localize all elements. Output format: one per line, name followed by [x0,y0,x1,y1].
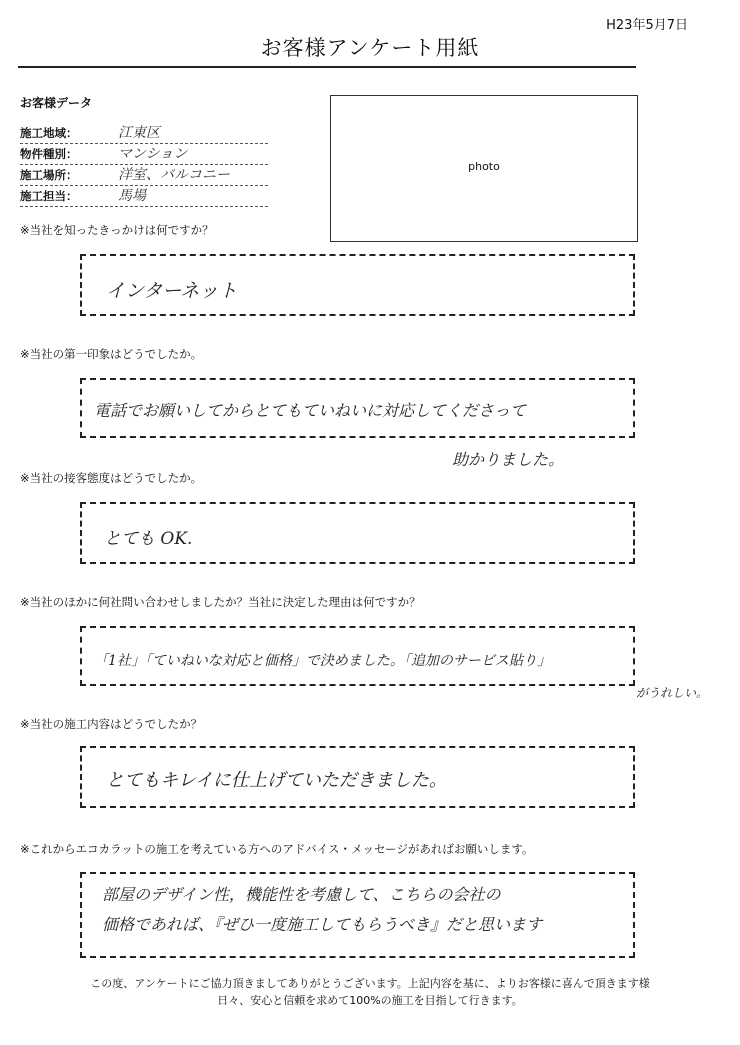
answer-box-1 [80,254,635,316]
customer-data-heading: お客様データ [20,96,93,110]
field-row-property-type [20,145,268,165]
field-value: 江東区 [118,125,160,141]
field-label: 施工地域： [20,126,78,140]
answer-2-continued: 助かりました。 [452,450,565,469]
field-label: 施工場所： [20,168,78,182]
answer-4: 「1社」「ていねいな対応と価格」で決めました。「追加のサービス貼り」 [94,653,551,669]
answer-1: インターネット [106,280,238,302]
answer-4-continued: がうれしい。 [636,686,709,700]
field-value: 馬場 [118,188,146,204]
field-value: 洋室、バルコニー [118,167,230,183]
title-divider [18,66,636,68]
answer-2: 電話でお願いしてからとてもていねいに対応してくださって [94,401,527,420]
question-1: ※当社を知ったきっかけは何ですか？ [20,223,214,237]
field-row-staff [20,187,268,207]
footer-line-1: この度、アンケートにご協力頂きましてありがとうございます。上記内容を基に、よりお客様に喜んで頂きます様 [90,977,650,990]
photo-placeholder [330,95,638,242]
question-2: ※当社の第一印象はどうでしたか。 [20,347,203,361]
survey-date: H23年5月7日 [606,18,688,33]
answer-box-5 [80,746,635,808]
answer-6: 部屋のデザイン性，機能性を考慮して、こちらの会社の [102,885,501,904]
answer-box-6 [80,872,635,958]
field-label: 施工担当： [20,189,78,203]
question-6: ※これからエコカラットの施工を考えている方へのアドバイス・メッセージがあればお願いします。 [20,842,534,856]
photo-label: photo [468,160,500,173]
field-row-location [20,166,268,186]
question-4: ※当社のほかに何社問い合わせしましたか？当社に決定した理由は何ですか？ [20,595,421,609]
answer-box-4 [80,626,635,686]
field-row-area [20,124,268,144]
question-3: ※当社の接客態度はどうでしたか。 [20,471,203,485]
footer-line-2: 日々、安心と信頼を求めて100%の施工を目指して行きます。 [217,994,523,1007]
field-label: 物件種別： [20,147,78,161]
answer-box-2 [80,378,635,438]
answer-3: とても OK. [104,529,193,549]
field-value: マンション [118,146,188,162]
question-5: ※当社の施工内容はどうでしたか？ [20,717,203,731]
answer-box-3 [80,502,635,564]
answer-5: とてもキレイに仕上げていただきました。 [106,770,447,791]
answer-6-continued: 価格であれば、『ぜひ一度施工してもらうべき』だと思います [102,915,543,934]
page-title: お客様アンケート用紙 [260,36,480,60]
